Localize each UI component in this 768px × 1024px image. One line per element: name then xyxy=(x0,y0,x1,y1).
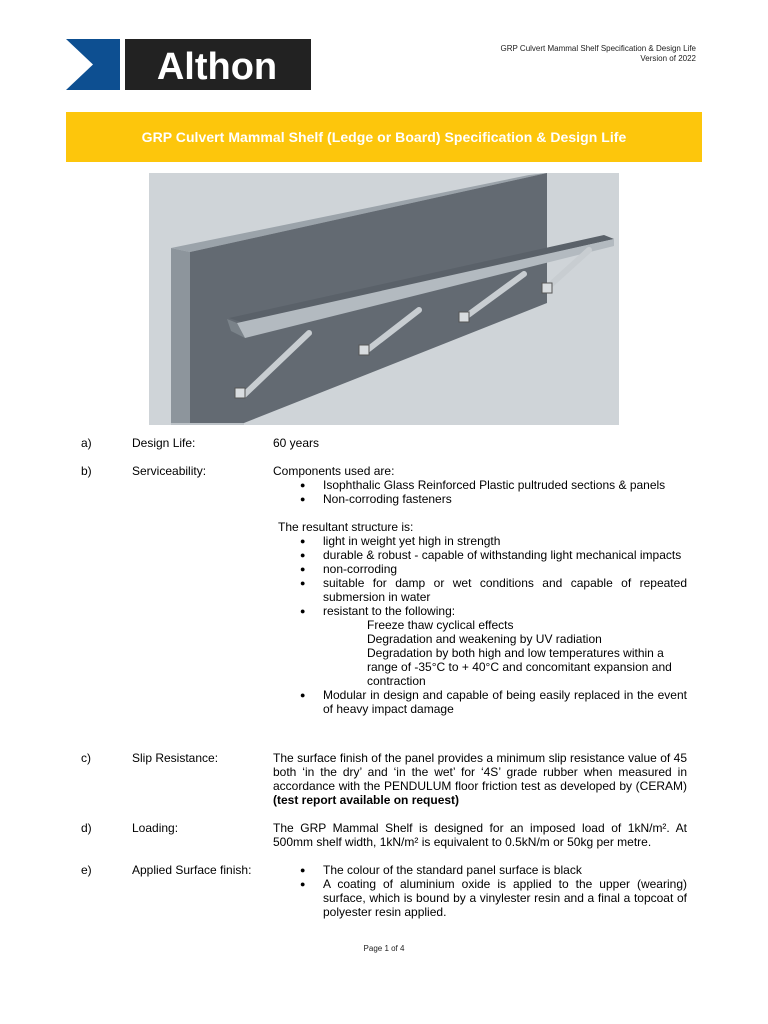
list-item: ● suitable for damp or wet conditions and capable of repeated submersion in water xyxy=(273,576,687,604)
list-item: Degradation and weakening by UV radiation xyxy=(367,632,602,646)
section-letter: a) xyxy=(81,436,92,450)
slip-resistance-text: The surface finish of the panel provides a minimum slip resistance value of 45 both ‘in the dry’ and ‘in the wet’ for ‘4S’ grade rubber when measured in accordance with the PENDULUM floor friction test as developed by (CERAM) xyxy=(273,751,687,793)
resistances-list xyxy=(273,618,687,688)
section-label: Slip Resistance: xyxy=(132,751,219,765)
list-item: ● The colour of the standard panel surface is black xyxy=(273,863,687,877)
section-label: Applied Surface finish: xyxy=(132,863,252,877)
section-slip-resistance xyxy=(0,751,768,811)
section-loading xyxy=(0,821,768,853)
list-item: ● resistant to the following: xyxy=(273,604,687,618)
list-item: Freeze thaw cyclical effects xyxy=(367,618,514,632)
section-letter: b) xyxy=(81,464,92,478)
results-list xyxy=(273,534,687,618)
title-banner xyxy=(66,112,702,162)
list-item: ● Modular in design and capable of being easily replaced in the event of heavy impact damage xyxy=(273,688,687,716)
section-design-life xyxy=(0,436,768,452)
slip-resistance-body xyxy=(273,751,687,807)
shelf-illustration xyxy=(149,173,619,425)
page-title: GRP Culvert Mammal Shelf (Ledge or Board) Specification & Design Life xyxy=(141,129,627,145)
list-item: ● A coating of aluminium oxide is applied to the upper (wearing) surface, which is bound by a vinylester resin and a final a topcoat of polyester resin applied. xyxy=(273,877,687,919)
section-letter: e) xyxy=(81,863,92,877)
surface-finish-list xyxy=(273,863,687,919)
section-label: Loading: xyxy=(132,821,179,835)
list-item: ● light in weight yet high in strength xyxy=(273,534,687,548)
section-letter: d) xyxy=(81,821,92,835)
list-item: ● Non-corroding fasteners xyxy=(273,492,687,506)
doc-title: GRP Culvert Mammal Shelf Specification & Design Life xyxy=(500,44,696,53)
list-item: ● durable & robust - capable of withstanding light mechanical impacts xyxy=(273,548,687,562)
section-surface-finish xyxy=(0,863,768,923)
components-list xyxy=(273,478,687,506)
serviceability-body xyxy=(273,464,687,716)
components-intro: Components used are: xyxy=(273,464,395,478)
page-number: Page 1 of 4 xyxy=(363,944,405,953)
design-life-value: 60 years xyxy=(273,436,320,450)
section-label: Design Life: xyxy=(132,436,196,450)
result-intro: The resultant structure is: xyxy=(278,520,414,534)
althon-logo xyxy=(66,39,311,90)
test-report-note: (test report available on request) xyxy=(273,793,460,807)
brand-name: Althon xyxy=(156,46,278,88)
loading-text: The GRP Mammal Shelf is designed for an imposed load of 1kN/m². At 500mm shelf width, 1kN/m² is equivalent to 0.5kN/m or 50kg per metre. xyxy=(273,821,687,849)
section-label: Serviceability: xyxy=(132,464,207,478)
section-letter: c) xyxy=(81,751,91,765)
doc-version: Version of 2022 xyxy=(640,54,696,63)
header-meta xyxy=(501,44,697,64)
list-item: Degradation by both high and low temperatures within a range of -35°C to + 40°C and concomitant expansion and contraction xyxy=(367,646,672,688)
list-item: ● Isophthalic Glass Reinforced Plastic pultruded sections & panels xyxy=(273,478,687,492)
list-item: ● non-corroding xyxy=(273,562,687,576)
results-list-end xyxy=(273,688,687,716)
section-serviceability xyxy=(0,464,768,744)
